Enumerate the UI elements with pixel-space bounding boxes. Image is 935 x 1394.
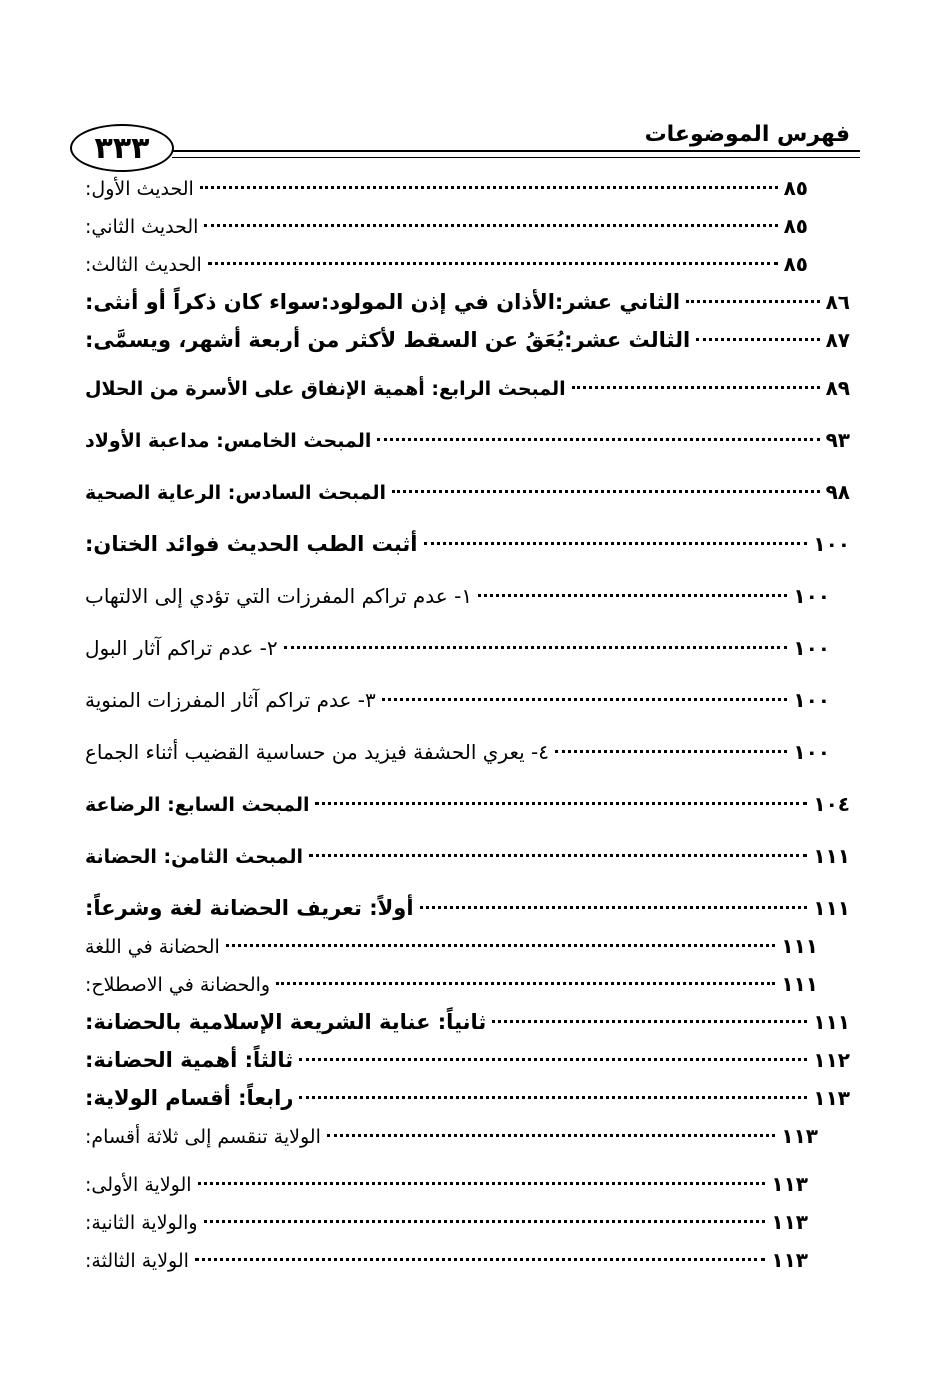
toc-entry-title: المبحث الخامس: مداعبة الأولاد [85, 430, 372, 452]
toc-entry-title: رابعاً: أقسام الولاية: [85, 1086, 294, 1110]
toc-leader-dots [299, 1058, 807, 1061]
toc-leader-dots [309, 854, 807, 857]
toc-entry-title: أثبت الطب الحديث فوائد الختان: [85, 532, 418, 556]
toc-entry [85, 176, 850, 200]
toc-entry-page: ١١١ [813, 844, 850, 868]
toc-entry-title: ٣- عدم تراكم آثار المفرزات المنوية [85, 688, 376, 712]
toc-entry [85, 636, 850, 660]
toc-leader-dots [572, 386, 820, 389]
toc-entry [85, 1172, 850, 1196]
toc-entry-page: ١١٣ [771, 1172, 808, 1196]
toc-entry-title: المبحث الرابع: أهمية الإنفاق على الأسرة من الحلال [85, 378, 566, 400]
toc-entry [85, 934, 850, 958]
page-number: ٣٣٣ [94, 130, 150, 166]
toc-entry [85, 844, 850, 868]
toc-leader-dots [492, 1020, 807, 1023]
toc-leader-dots [392, 490, 820, 493]
toc-entry [85, 1048, 850, 1072]
toc-entry [85, 328, 850, 352]
header-rule-thin [172, 157, 860, 158]
toc-entry-page: ١١١ [813, 896, 850, 920]
toc-entry-page: ١١٣ [771, 1210, 808, 1234]
toc-entry [85, 290, 850, 314]
toc-leader-dots [696, 338, 819, 341]
toc-entry-title: الولاية تنقسم إلى ثلاثة أقسام: [85, 1126, 321, 1148]
toc-entry [85, 252, 850, 276]
toc-leader-dots [382, 698, 788, 701]
toc-entry-page: ١١١ [813, 1010, 850, 1034]
toc-entry [85, 1010, 850, 1034]
toc-leader-dots [276, 982, 775, 985]
toc-entry-page: ٨٩ [825, 376, 850, 400]
toc-leader-dots [327, 1134, 776, 1137]
toc-entry-page: ١١٣ [813, 1086, 850, 1110]
toc-entry-page: ٨٥ [783, 214, 808, 238]
toc-entry-page: ٨٥ [783, 252, 808, 276]
toc-entry-title: الحديث الأول: [85, 178, 194, 200]
toc-entry [85, 214, 850, 238]
toc-entry-page: ١١٣ [781, 1124, 818, 1148]
toc-leader-dots [204, 224, 777, 227]
toc-entry [85, 532, 850, 556]
toc-entry-title: الحديث الثاني: [85, 216, 199, 238]
toc-entry-page: ١٠٠ [813, 532, 850, 556]
toc-entry-title: ٤- يعري الحشفة فيزيد من حساسية القضيب أثناء الجماع [85, 740, 550, 764]
toc-entry-title: والحضانة في الاصطلاح: [85, 974, 271, 996]
toc-entry-title: ثالثاً: أهمية الحضانة: [85, 1048, 294, 1072]
toc-entry [85, 688, 850, 712]
toc-entry [85, 792, 850, 816]
toc-entry-title: أولاً: تعريف الحضانة لغة وشرعاً: [85, 896, 414, 920]
toc-entry [85, 1248, 850, 1272]
toc-leader-dots [478, 594, 787, 597]
page-number-oval [70, 124, 174, 172]
toc-entry [85, 972, 850, 996]
toc-leader-dots [315, 802, 807, 805]
toc-entry [85, 584, 850, 608]
toc-entry [85, 480, 850, 504]
toc-entry [85, 1086, 850, 1110]
toc-entry-title: الحديث الثالث: [85, 254, 202, 276]
toc-leader-dots [195, 1258, 765, 1261]
toc-entry [85, 740, 850, 764]
toc-entry-page: ١٠٠ [793, 688, 830, 712]
toc-entry-page: ١٠٠ [793, 636, 830, 660]
toc-entry-title: ٢- عدم تراكم آثار البول [85, 636, 278, 660]
toc-entry-page: ١٠٠ [793, 740, 830, 764]
toc-entry-page: ٩٣ [825, 428, 850, 452]
toc-leader-dots [208, 262, 778, 265]
toc-entry-title: الولاية الثالثة: [85, 1250, 189, 1272]
toc-entry-title: والولاية الثانية: [85, 1212, 198, 1234]
toc-entry [85, 376, 850, 400]
toc-leader-dots [686, 300, 819, 303]
toc-entry-page: ١١٣ [771, 1248, 808, 1272]
toc-entry-page: ٨٦ [825, 290, 850, 314]
toc-leader-dots [555, 750, 787, 753]
header-rule-thick [172, 150, 860, 152]
toc-entry-page: ١١٢ [813, 1048, 850, 1072]
toc-leader-dots [284, 646, 788, 649]
toc-entry-title: الثاني عشر:الأذان في إذن المولود:سواء كان ذكراً أو أنثى: [85, 290, 681, 314]
toc-entry-title: ١- عدم تراكم المفرزات التي تؤدي إلى الالتهاب [85, 584, 473, 608]
toc-entry-title: الثالث عشر:يُعَقُ عن السقط لأكثر من أربعة أشهر، ويسمَّى: [85, 328, 691, 352]
toc-entry-page: ١٠٠ [793, 584, 830, 608]
toc-entry-title: ثانياً: عناية الشريعة الإسلامية بالحضانة: [85, 1010, 487, 1034]
toc-entry [85, 1124, 850, 1148]
toc-entry-title: الحضانة في اللغة [85, 936, 220, 958]
toc-entry [85, 428, 850, 452]
toc-entry-page: ٨٥ [783, 176, 808, 200]
toc-entry-page: ٨٧ [825, 328, 850, 352]
toc-entry-page: ٩٨ [825, 480, 850, 504]
toc-leader-dots [226, 944, 776, 947]
header-title: فهرس الموضوعات [644, 122, 850, 147]
toc-entry-page: ١١١ [781, 934, 818, 958]
page-header [70, 120, 860, 182]
toc-entry [85, 896, 850, 920]
toc-leader-dots [299, 1096, 807, 1099]
toc-leader-dots [204, 1220, 766, 1223]
toc-entry [85, 1210, 850, 1234]
toc-entry-page: ١١١ [781, 972, 818, 996]
toc-entry-page: ١٠٤ [813, 792, 850, 816]
toc-leader-dots [377, 438, 819, 441]
toc-leader-dots [200, 186, 778, 189]
toc-leader-dots [198, 1182, 766, 1185]
toc-entry-title: المبحث السادس: الرعاية الصحية [85, 482, 387, 504]
toc-leader-dots [424, 542, 808, 545]
toc-entry-title: المبحث الثامن: الحضانة [85, 846, 304, 868]
toc-entry-title: المبحث السابع: الرضاعة [85, 794, 310, 816]
toc-leader-dots [420, 906, 808, 909]
toc-entry-title: الولاية الأولى: [85, 1174, 192, 1196]
